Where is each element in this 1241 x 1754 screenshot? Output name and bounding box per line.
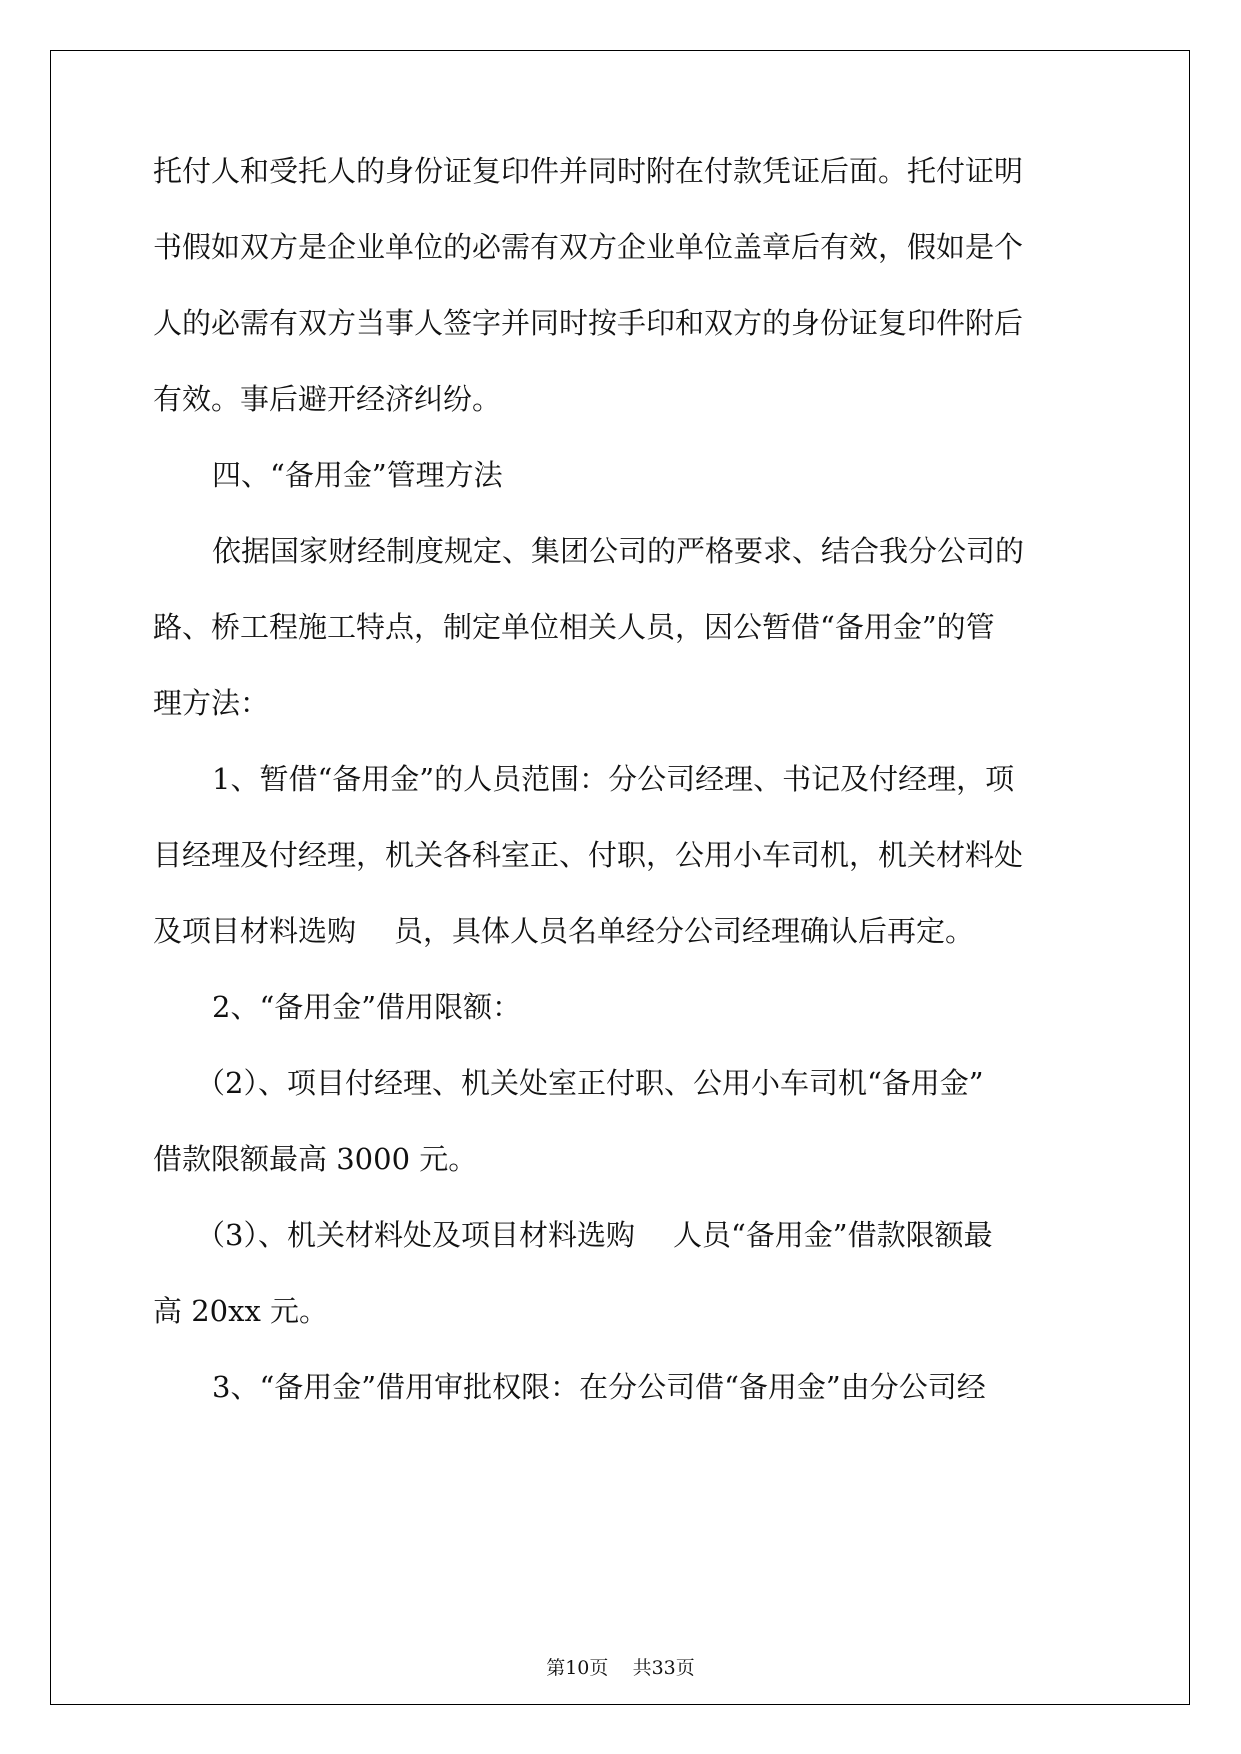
- body-line-11-part-b: 员，具体人员名单经分公司经理确认后再定。: [394, 914, 975, 948]
- body-line-2: 书假如双方是企业单位的必需有双方企业单位盖章后有效，假如是个: [153, 230, 1024, 264]
- body-line-6: 依据国家财经制度规定、集团公司的严格要求、结合我分公司的: [212, 534, 1025, 568]
- body-line-15: [196, 1215, 1136, 1255]
- body-line-12: 2、“备用金”借用限额：: [212, 990, 522, 1024]
- body-line-11: [153, 911, 1093, 951]
- body-line-16: 高 20xx 元。: [153, 1294, 329, 1328]
- body-line-8: 理方法：: [153, 686, 270, 720]
- body-line-3: 人的必需有双方当事人签字并同时按手印和双方的身份证复印件附后: [153, 306, 1024, 340]
- body-line-4: 有效。事后避开经济纠纷。: [153, 382, 502, 416]
- body-line-17: 3、“备用金”借用审批权限：在分公司借“备用金”由分公司经: [212, 1370, 986, 1404]
- body-line-10: 目经理及付经理，机关各科室正、付职，公用小车司机，机关材料处: [153, 838, 1024, 872]
- body-line-13: （2）、项目付经理、机关处室正付职、公用小车司机“备用金”: [196, 1066, 984, 1100]
- page-footer: [0, 1656, 1241, 1680]
- page-number: 第10页: [546, 1657, 609, 1679]
- body-line-1: 托付人和受托人的身份证复印件并同时附在付款凭证后面。托付证明: [153, 154, 1024, 188]
- body-line-7: 路、桥工程施工特点，制定单位相关人员，因公暂借“备用金”的管: [153, 610, 995, 644]
- page-total: 共33页: [632, 1657, 695, 1679]
- body-line-14: 借款限额最高 3000 元。: [153, 1142, 478, 1176]
- body-line-15-part-b: 人员“备用金”借款限额最: [672, 1218, 993, 1252]
- body-line-11-part-a: 及项目材料选购: [153, 914, 357, 948]
- body-line-9: 1、暂借“备用金”的人员范围：分公司经理、书记及付经理，项: [212, 762, 1015, 796]
- page-border: [50, 50, 1190, 1705]
- body-line-15-part-a: （3）、机关材料处及项目材料选购: [196, 1218, 635, 1252]
- section-heading: 四、“备用金”管理方法: [212, 458, 503, 492]
